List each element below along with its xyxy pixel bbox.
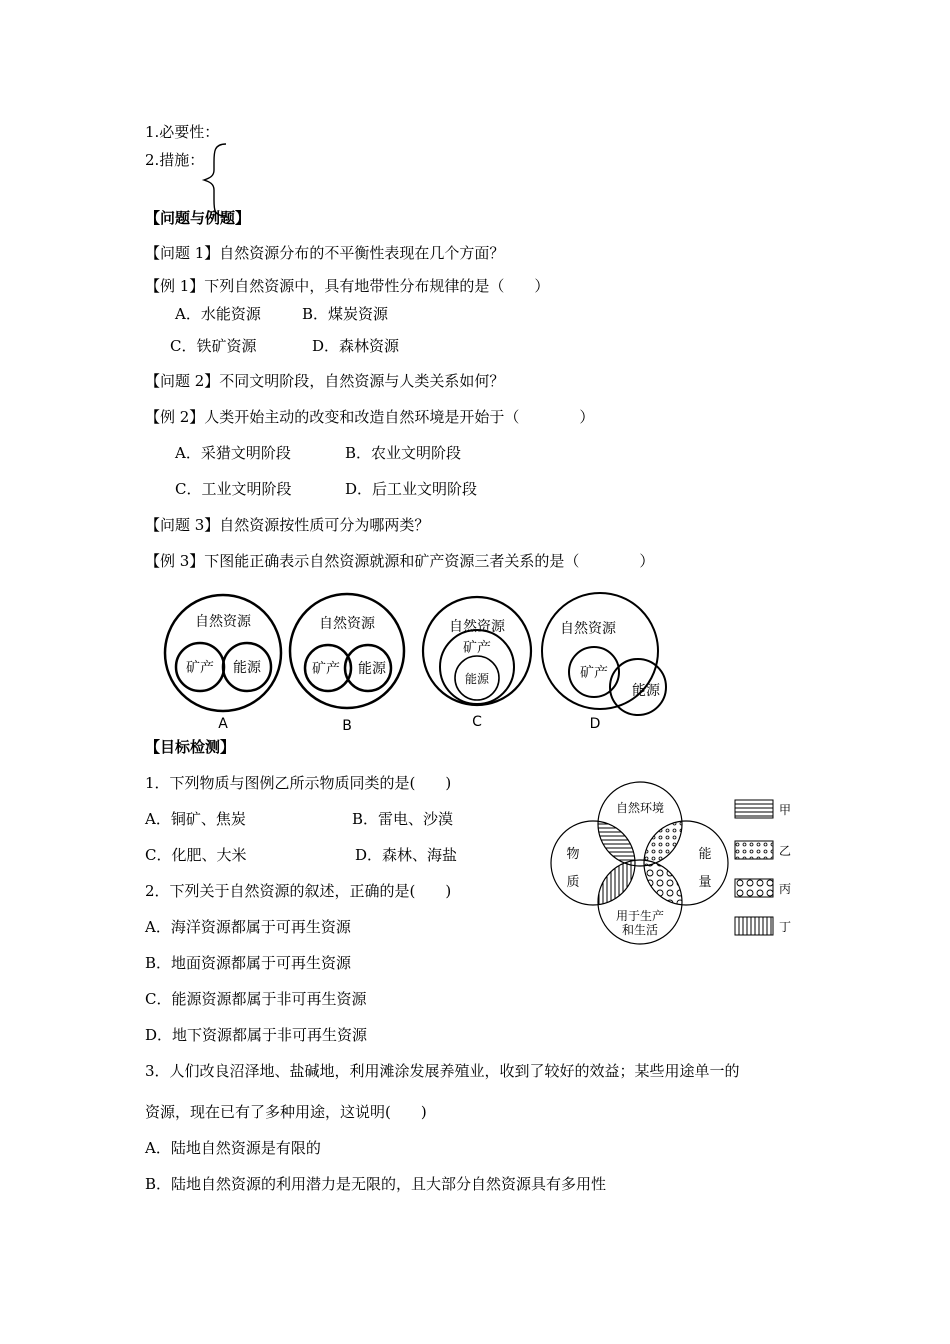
b-option-label: B bbox=[342, 718, 352, 734]
a-mineral-label: 矿产 bbox=[186, 660, 214, 676]
test-3-stem-line2: 资源，现在已有了多种用途，这说明( ) bbox=[145, 1103, 427, 1121]
example-1-option-d: D．森林资源 bbox=[312, 337, 400, 355]
a-option-label: A bbox=[218, 716, 228, 732]
legend-label-bing: 丙 bbox=[779, 882, 792, 896]
question-2: 【问题 2】不同文明阶段，自然资源与人类关系如何？ bbox=[145, 372, 505, 390]
venn-legend bbox=[735, 800, 791, 935]
legend-label-jia: 甲 bbox=[779, 803, 792, 817]
test-2-option-d: D．地下资源都属于非可再生资源 bbox=[145, 1026, 368, 1044]
venn-right-label-2: 量 bbox=[698, 875, 712, 890]
c-option-label: C bbox=[472, 714, 482, 730]
example-2-stem: 【例 2】人类开始主动的改变和改造自然环境是开始于（ ） bbox=[145, 408, 595, 426]
d-natural-label: 自然资源 bbox=[560, 621, 616, 637]
legend-swatch-jia bbox=[735, 800, 773, 818]
venn-right-label-1: 能 bbox=[698, 847, 712, 862]
example-1-option-b: B．煤炭资源 bbox=[302, 305, 389, 323]
test-2-option-b: B．地面资源都属于可再生资源 bbox=[145, 954, 352, 972]
brace-icon bbox=[196, 142, 236, 218]
section-problems-heading: 【问题与例题】 bbox=[145, 209, 251, 227]
example-2-option-a: A．采猎文明阶段 bbox=[175, 444, 291, 462]
test-3-stem-line1: 3．人们改良沼泽地、盐碱地，利用滩涂发展养殖业，收到了较好的效益；某些用途单一的 bbox=[145, 1062, 740, 1080]
test-2-stem: 2．下列关于自然资源的叙述，正确的是( ) bbox=[145, 882, 452, 900]
test-1-option-b: B．雷电、沙漠 bbox=[352, 810, 454, 828]
c-mineral-label: 矿产 bbox=[463, 640, 491, 656]
example-2-option-b: B．农业文明阶段 bbox=[345, 444, 462, 462]
d-energy-label: 能源 bbox=[632, 683, 660, 699]
legend-label-yi: 乙 bbox=[779, 844, 792, 858]
legend-label-ding: 丁 bbox=[779, 920, 792, 934]
test-1-option-d: D．森林、海盐 bbox=[355, 846, 458, 864]
test-2-option-c: C．能源资源都属于非可再生资源 bbox=[145, 990, 367, 1008]
b-natural-label: 自然资源 bbox=[319, 616, 375, 632]
measures-line: 2.措施： bbox=[145, 151, 205, 169]
test-3-option-b: B．陆地自然资源的利用潜力是无限的，且大部分自然资源具有多用性 bbox=[145, 1175, 607, 1193]
resource-venn-diagram bbox=[545, 778, 805, 948]
test-1-option-c: C．化肥、大米 bbox=[145, 846, 247, 864]
test-2-option-a: A．海洋资源都属于可再生资源 bbox=[145, 918, 351, 936]
section-test-heading: 【目标检测】 bbox=[145, 738, 236, 756]
example-2-option-d: D．后工业文明阶段 bbox=[345, 480, 478, 498]
example-3-stem: 【例 3】下图能正确表示自然资源就源和矿产资源三者关系的是（ ） bbox=[145, 552, 655, 570]
test-1-stem: 1．下列物质与图例乙所示物质同类的是( ) bbox=[145, 774, 452, 792]
example-2-option-c: C．工业文明阶段 bbox=[175, 480, 292, 498]
test-1-option-a: A．铜矿、焦炭 bbox=[145, 810, 246, 828]
venn-left-label-2: 质 bbox=[566, 875, 580, 890]
b-mineral-label: 矿产 bbox=[312, 661, 340, 677]
resource-relation-figure bbox=[150, 588, 690, 736]
option-d-diagram bbox=[542, 593, 666, 732]
test-3-option-a: A．陆地自然资源是有限的 bbox=[145, 1139, 321, 1157]
a-natural-label: 自然资源 bbox=[195, 614, 251, 630]
legend-swatch-bing bbox=[735, 879, 773, 897]
venn-bottom-label-1: 用于生产 bbox=[615, 909, 665, 923]
legend-swatch-ding bbox=[735, 917, 773, 935]
question-3: 【问题 3】自然资源按性质可分为哪两类？ bbox=[145, 516, 430, 534]
legend-swatch-yi bbox=[735, 841, 773, 859]
example-1-option-c: C．铁矿资源 bbox=[170, 337, 257, 355]
d-option-label: D bbox=[589, 716, 601, 732]
necessity-line: 1.必要性： bbox=[145, 123, 220, 141]
c-natural-label: 自然资源 bbox=[449, 619, 505, 635]
venn-left-label-1: 物 bbox=[566, 847, 580, 862]
c-energy-label: 能源 bbox=[464, 672, 490, 686]
b-energy-label: 能源 bbox=[358, 661, 386, 677]
option-a-diagram bbox=[165, 595, 281, 732]
option-b-diagram bbox=[290, 594, 404, 734]
venn-bottom-label-2: 和生活 bbox=[621, 923, 659, 937]
example-1-stem: 【例 1】下列自然资源中，具有地带性分布规律的是（ ） bbox=[145, 277, 550, 295]
example-1-option-a: A．水能资源 bbox=[175, 305, 261, 323]
d-mineral-label: 矿产 bbox=[580, 665, 608, 681]
option-c-diagram bbox=[423, 597, 531, 730]
venn-top-label: 自然环境 bbox=[615, 801, 665, 815]
a-energy-label: 能源 bbox=[233, 660, 261, 676]
question-1: 【问题 1】自然资源分布的不平衡性表现在几个方面？ bbox=[145, 244, 505, 262]
